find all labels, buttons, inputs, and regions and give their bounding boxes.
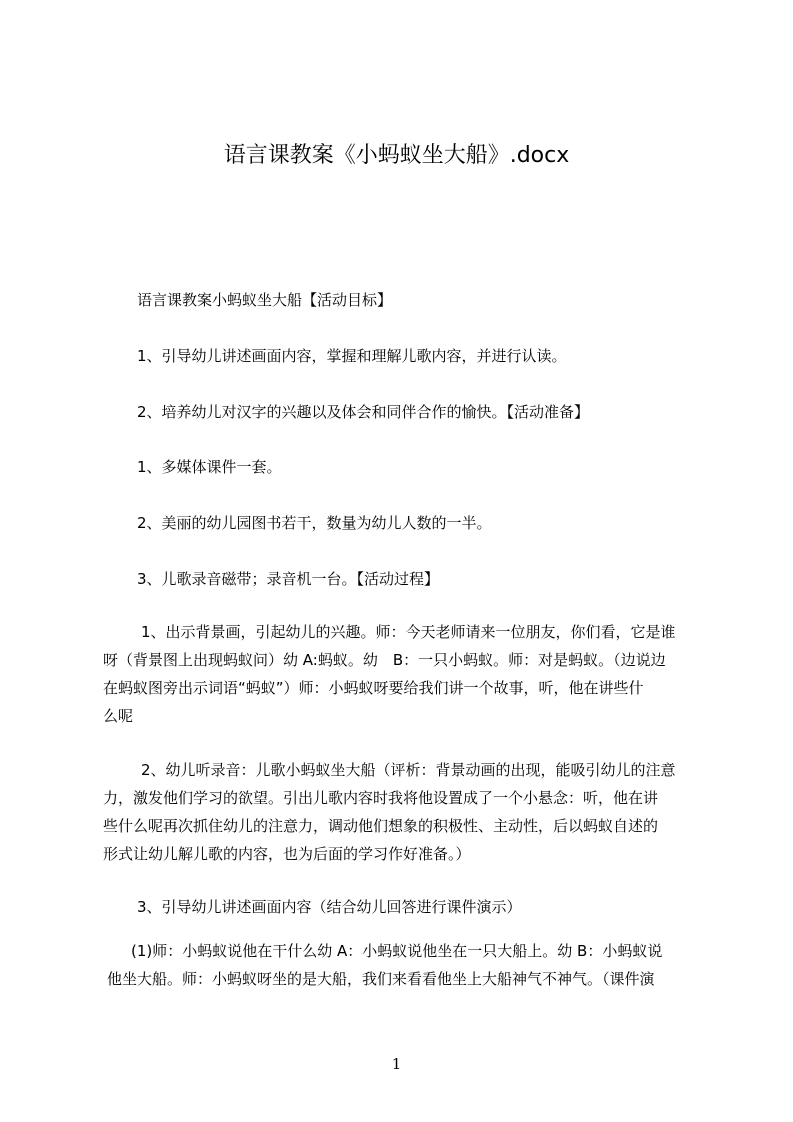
page-number: 1 bbox=[391, 1055, 402, 1073]
paragraph-prep-3: 3、儿歌录音磁带；录音机一台。【活动过程】 bbox=[137, 570, 440, 588]
paragraph-step-2-line-4: 形式让幼儿解儿歌的内容，也为后面的学习作好准备。） bbox=[103, 845, 471, 863]
paragraph-step-2-line-3: 些什么呢再次抓住幼儿的注意力，调动他们想象的积极性、主动性，后以蚂蚁自述的 bbox=[103, 817, 659, 835]
paragraph-step-1-line-1: 1、出示背景画，引起幼儿的兴趣。师：今天老师请来一位朋友，你们看，它是谁 bbox=[141, 623, 676, 641]
paragraph-goal-1: 1、引导幼儿讲述画面内容，掌握和理解儿歌内容，并进行认读。 bbox=[137, 347, 567, 365]
paragraph-step-3-1-line-1: (1)师：小蚂蚁说他在干什么幼 A：小蚂蚁说他坐在一只大船上。幼 B：小蚂蚁说 bbox=[131, 942, 663, 960]
paragraph-goal-2: 2、培养幼儿对汉字的兴趣以及体会和同伴合作的愉快。【活动准备】 bbox=[137, 403, 590, 421]
paragraph-prep-1: 1、多媒体课件一套。 bbox=[137, 458, 282, 476]
paragraph-step-1-line-4: 么呢 bbox=[103, 707, 134, 725]
paragraph-step-2-line-2: 力，激发他们学习的欲望。引出儿歌内容时我将他设置成了一个小悬念：听，他在讲 bbox=[103, 789, 659, 807]
paragraph-goal-heading: 语言课教案小蚂蚁坐大船【活动目标】 bbox=[137, 291, 393, 309]
paragraph-step-1-line-2: 呀（背景图上出现蚂蚁问）幼 A:蚂蚁。幼 B：一只小蚂蚁。师：对是蚂蚁。（边说边 bbox=[103, 651, 666, 669]
paragraph-step-2-line-1: 2、幼儿听录音：儿歌小蚂蚁坐大船（评析：背景动画的出现，能吸引幼儿的注意 bbox=[141, 761, 676, 779]
paragraph-step-3-1-line-2: 他坐大船。师：小蚂蚁呀坐的是大船，我们来看看他坐上大船神气不神气。（课件演 bbox=[107, 970, 655, 988]
paragraph-step-1-line-3: 在蚂蚁图旁出示词语“蚂蚁”）师：小蚂蚁呀要给我们讲一个故事，听，他在讲些什 bbox=[103, 679, 644, 697]
paragraph-prep-2: 2、美丽的幼儿园图书若干，数量为幼儿人数的一半。 bbox=[137, 514, 492, 532]
document-title: 语言课教案《小蚂蚁坐大船》.docx bbox=[223, 143, 570, 168]
paragraph-step-3: 3、引导幼儿讲述画面内容（结合幼儿回答进行课件演示） bbox=[137, 898, 522, 916]
